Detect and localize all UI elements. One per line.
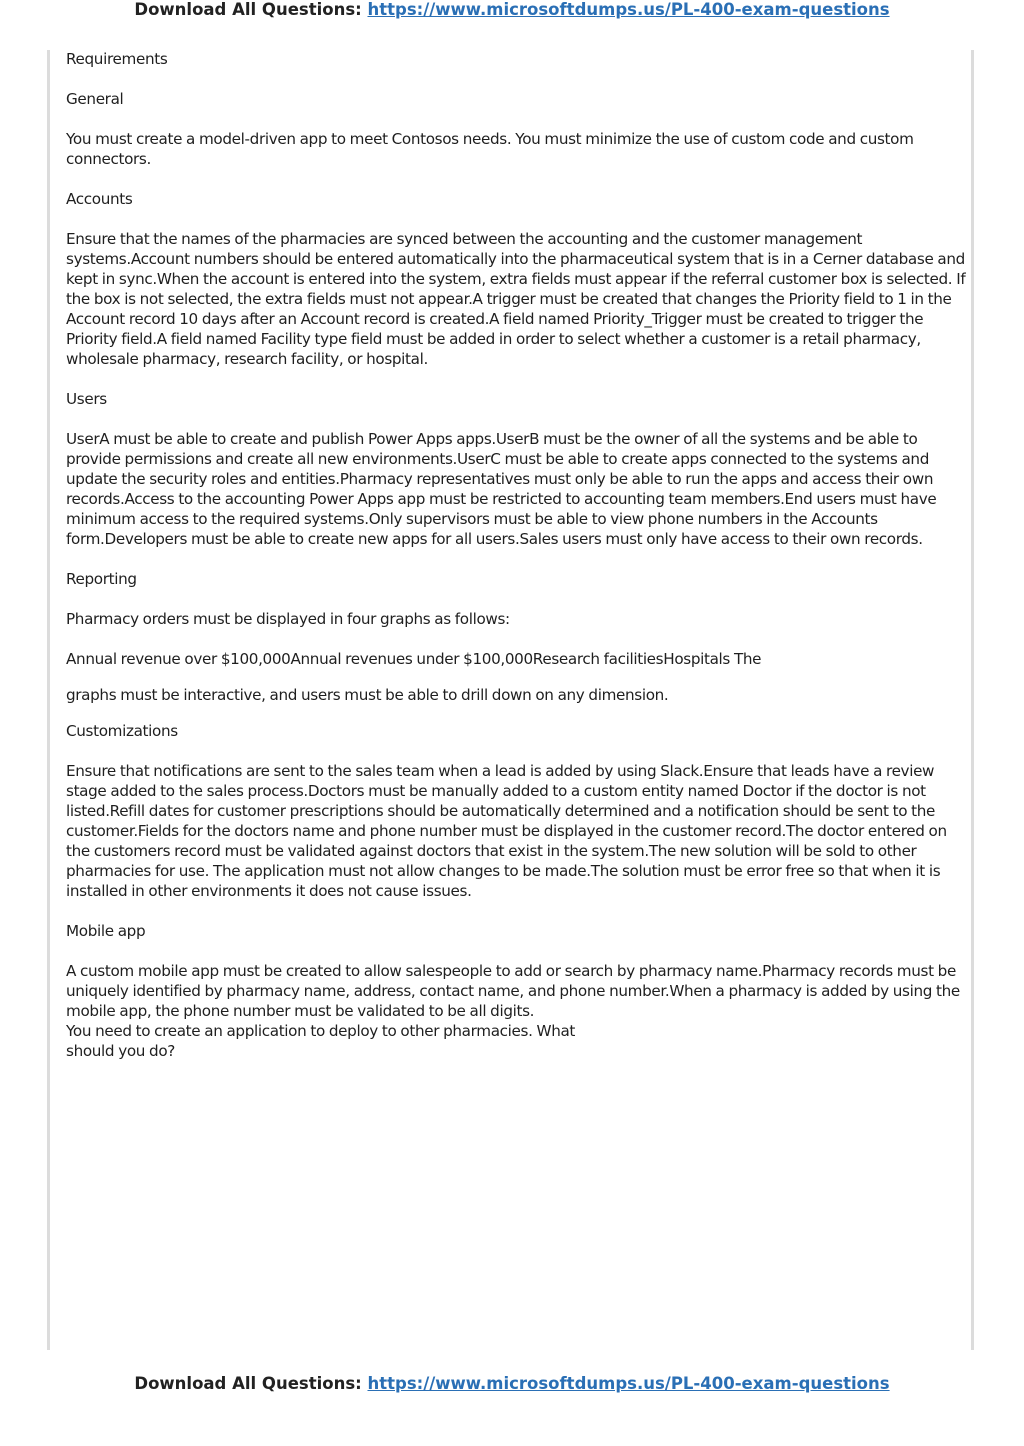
mobile-heading: Mobile app: [66, 922, 146, 940]
customizations-text: Ensure that notifications are sent to the sales team when a lead is added by using Slack.Ensure that leads have a review stage added to the sales process.Doctors must be manually added to a custom entity named Doctor if the doctor is not listed.Refill dates for customer prescriptions should be automatically determined and a notification should be sent to the customer.Fields for the doctors name and phone number must be displayed in the customer record.The doctor entered on the customers record must be validated against doctors that exist in the system.The new solution will be sold to other pharmacies for use. The application must not allow changes to be made.The solution must be error free so that when it is installed in other environments it does not cause issues.: [66, 762, 947, 900]
reporting-intro: Pharmacy orders must be displayed in four graphs as follows:: [66, 610, 510, 628]
accounts-heading: Accounts: [66, 190, 133, 208]
general-text: You must create a model-driven app to meet Contosos needs. You must minimize the use of custom code and custom connectors.: [66, 130, 914, 168]
header-label: Download All Questions:: [134, 0, 362, 19]
footer-link[interactable]: https://www.microsoftdumps.us/PL-400-exam-questions: [367, 1374, 890, 1393]
requirements-heading: Requirements: [66, 50, 168, 68]
reporting-heading: Reporting: [66, 570, 137, 588]
header-link[interactable]: https://www.microsoftdumps.us/PL-400-exam-questions: [367, 0, 890, 19]
left-border: [47, 50, 50, 1350]
accounts-text: Ensure that the names of the pharmacies are synced between the accounting and the customer management systems.Account numbers should be entered automatically into the pharmaceutical system that is in a Cerner database and kept in sync.When the account is entered into the system, extra fields must appear if the referral customer box is selected. If the box is not selected, the extra fields must not appear.A trigger must be created that changes the Priority field to 1 in the Account record 10 days after an Account record is created.A field named Priority_Trigger must be created to trigger the Priority field.A field named Facility type field must be added in order to select whether a customer is a retail pharmacy, wholesale pharmacy, research facility, or hospital.: [66, 230, 966, 368]
question-line-2: should you do?: [66, 1042, 175, 1060]
footer-banner: [0, 1374, 1024, 1393]
reporting-text: graphs must be interactive, and users must be able to drill down on any dimension.: [66, 686, 669, 704]
header-banner: [0, 0, 1024, 19]
footer-label: Download All Questions:: [134, 1374, 362, 1393]
right-border: [971, 50, 974, 1350]
users-heading: Users: [66, 390, 107, 408]
users-text: UserA must be able to create and publish Power Apps apps.UserB must be the owner of all the systems and be able to provide permissions and create all new environments.UserC must be able to create apps connected to the systems and update the security roles and entities.Pharmacy representatives must only be able to run the apps and access their own records.Access to the accounting Power Apps app must be restricted to accounting team members.End users must have minimum access to the required systems.Only supervisors must be able to view phone numbers in the Accounts form.Developers must be able to create new apps for all users.Sales users must only have access to their own records.: [66, 430, 937, 548]
customizations-heading: Customizations: [66, 722, 178, 740]
reporting-list: Annual revenue over $100,000Annual revenues under $100,000Research facilitiesHospitals The: [66, 650, 762, 668]
mobile-text: A custom mobile app must be created to allow salespeople to add or search by pharmacy name.Pharmacy records must be uniquely identified by pharmacy name, address, contact name, and phone number.When a pharmacy is added by using the mobile app, the phone number must be validated to be all digits.: [66, 962, 960, 1020]
question-body: [66, 49, 966, 1061]
question-line-1: You need to create an application to deploy to other pharmacies. What: [66, 1022, 576, 1040]
general-heading: General: [66, 90, 124, 108]
